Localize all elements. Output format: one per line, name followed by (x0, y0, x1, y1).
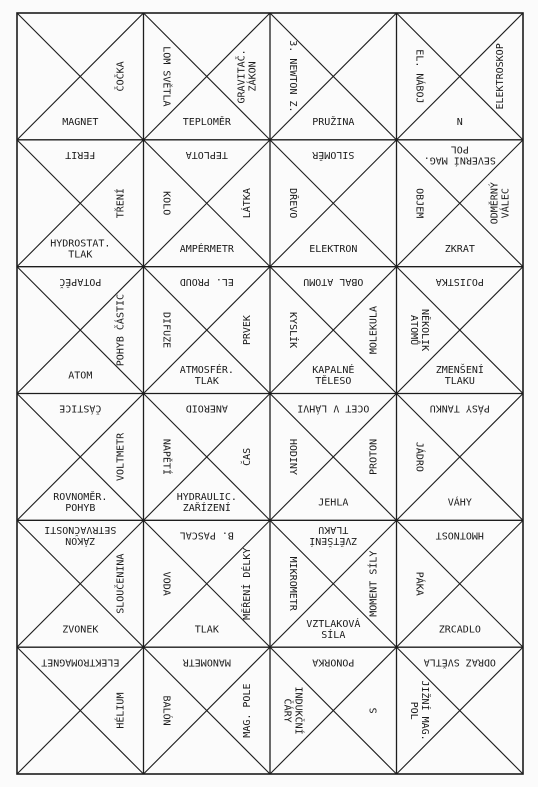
tile-label-r3c4-left: NĚKOLIKATOMŮ (407, 309, 430, 352)
tile-label-r6c2-left: BALÓN (160, 695, 172, 726)
tile-label-r4c3-right: PROTON (368, 438, 380, 475)
tile-label-r1c4-bottom: N (456, 117, 463, 129)
tile-label-r4c3-left: HODINY (286, 438, 298, 475)
tile-label-r2c4-right: ODMĚRNÝVÁLEC (489, 182, 512, 225)
tile-label-r4c4-left: JÁDRO (413, 441, 425, 472)
tile-label-r5c3-bottom: VZTLAKOVÁ SÍLA (306, 618, 361, 641)
tile-label-r2c3-left: DŘEVO (286, 188, 298, 219)
tile-label-r6c2-right: MAG. POLE (242, 683, 254, 738)
tile-label-r1c4-right: ELEKTROSKOP (495, 43, 507, 110)
tile-label-r3c1-right: POHYB ČÁSTIC (115, 293, 127, 367)
tile-label-r1c2-right: GRAVITAČ.ZÁKON (236, 49, 259, 104)
tile-label-r1c2-left: LOM SVĚTLA (160, 46, 172, 107)
tile-label-r2c1-bottom: HYDROSTAT. TLAK (50, 238, 111, 261)
tile-label-r5c2-left: VODA (160, 571, 172, 596)
tile-label-r6c3-left: INDUKČNÍČÁRY (281, 686, 304, 735)
tile-label-r3c4-bottom: ZMENŠENÍ TLAKU (435, 365, 484, 388)
tile-label-r4c1-top: ČÁSTICE (59, 402, 102, 414)
tile-label-r3c3-top: OBAL ATOMU (303, 275, 364, 287)
tile-label-r4c2-left: NAPĚTÍ (160, 438, 172, 475)
tile-label-r3c1-top: POTAPĚČ (59, 275, 102, 287)
tile-label-r4c1-bottom: ROVNOMĚR. POHYB (53, 492, 108, 515)
tile-label-r2c1-top: FERIT (65, 149, 96, 161)
tile-label-r1c4-left: EL. NÁBOJ (413, 49, 425, 104)
tile-label-r5c4-top: HMOTNOST (435, 529, 484, 541)
tile-label-r2c4-bottom: ZKRAT (444, 243, 475, 255)
tile-label-r6c3-top: PONORKA (312, 656, 355, 668)
tile-label-r1c3-bottom: PRUŽINA (312, 117, 355, 129)
tile-label-r1c2-bottom: TEPLOMĚR (182, 117, 231, 129)
tile-label-r5c4-left: PÁKA (413, 571, 425, 596)
tile-label-r4c2-right: ČAS (242, 447, 254, 466)
tile-label-r4c2-top: ANEROID (185, 402, 228, 414)
tile-label-r1c1-right: ČOČKA (115, 61, 127, 92)
tile-label-r3c3-bottom: KAPALNÉ TĚLESO (312, 365, 355, 388)
tile-label-r6c3-right: S (368, 707, 380, 714)
tile-label-r2c3-top: SILOMĚR (312, 149, 355, 161)
tile-label-r2c3-bottom: ELEKTRON (309, 243, 358, 255)
tile-label-r3c2-bottom: ATMOSFÉR. TLAK (179, 365, 234, 388)
tile-label-r2c2-top: TEPLOTA (185, 149, 228, 161)
tile-label-r3c3-right: MOLEKULA (368, 306, 380, 355)
tile-label-r5c3-left: MIKROMETR (286, 556, 298, 611)
tile-label-r3c2-right: PRVEK (242, 315, 254, 346)
tile-label-r4c1-right: VOLTMETR (115, 432, 127, 481)
tile-label-r2c2-bottom: AMPÉRMETR (179, 243, 234, 255)
tile-label-r2c1-right: TŘENÍ (115, 188, 127, 219)
tile-label-r5c3-right: MOMENT SÍLY (368, 550, 380, 617)
tile-label-r2c4-top: SEVERNÍ MAG.POL (423, 143, 496, 166)
tile-label-r3c1-bottom: ATOM (68, 370, 93, 382)
tile-labels (41, 40, 512, 740)
tile-label-r4c3-bottom: JEHLA (318, 497, 349, 509)
tile-label-r5c1-bottom: ZVONEK (62, 624, 99, 636)
tile-label-r4c4-top: PÁSY TANKU (429, 402, 490, 414)
tile-label-r5c4-bottom: ZRCADLO (438, 624, 481, 636)
tile-label-r5c3-top: ZVĚTŠENÍTLAKU (309, 524, 358, 547)
tile-label-r3c4-top: POJISTKA (435, 275, 484, 287)
tile-label-r6c1-right: HÉLIUM (115, 692, 127, 729)
tile-label-r4c4-bottom: VÁHY (447, 497, 472, 509)
tile-label-r4c2-bottom: HYDRAULIC. ZAŘÍZENÍ (176, 492, 237, 515)
tile-label-r4c3-top: OCET V LÁHVI (297, 402, 370, 414)
tile-label-r5c2-top: B. PASCAL (179, 529, 234, 541)
tile-label-r5c1-top: ZÁKONSETRVAČNOSTI (44, 524, 117, 547)
tile-label-r2c2-right: LÁTKA (242, 188, 254, 219)
tile-label-r6c4-left: JIŽNÍ MAG.POL (407, 680, 430, 741)
tile-label-r5c1-right: SLOUČENINA (115, 553, 127, 614)
tile-label-r5c2-right: MĚŘENÍ DÉLKY (242, 547, 254, 620)
tile-label-r1c1-bottom: MAGNET (62, 117, 99, 129)
tile-label-r3c2-top: EL. PROUD (179, 275, 234, 287)
tile-label-r2c4-left: OBJEM (413, 188, 425, 219)
tile-label-r6c4-top: ODRAZ SVĚTLA (423, 656, 496, 668)
tile-label-r6c2-top: MANOMETR (182, 656, 231, 668)
tile-label-r3c3-left: KYSLÍK (286, 312, 298, 349)
tile-label-r1c3-left: 3. NEWTON Z. (286, 40, 298, 113)
tile-label-r6c1-top: ELEKTROMAGNET (41, 656, 120, 668)
tile-label-r5c2-bottom: TLAK (194, 624, 219, 636)
tile-label-r3c2-left: DIFUZE (160, 312, 172, 349)
tile-label-r2c2-left: KOLO (160, 191, 172, 216)
